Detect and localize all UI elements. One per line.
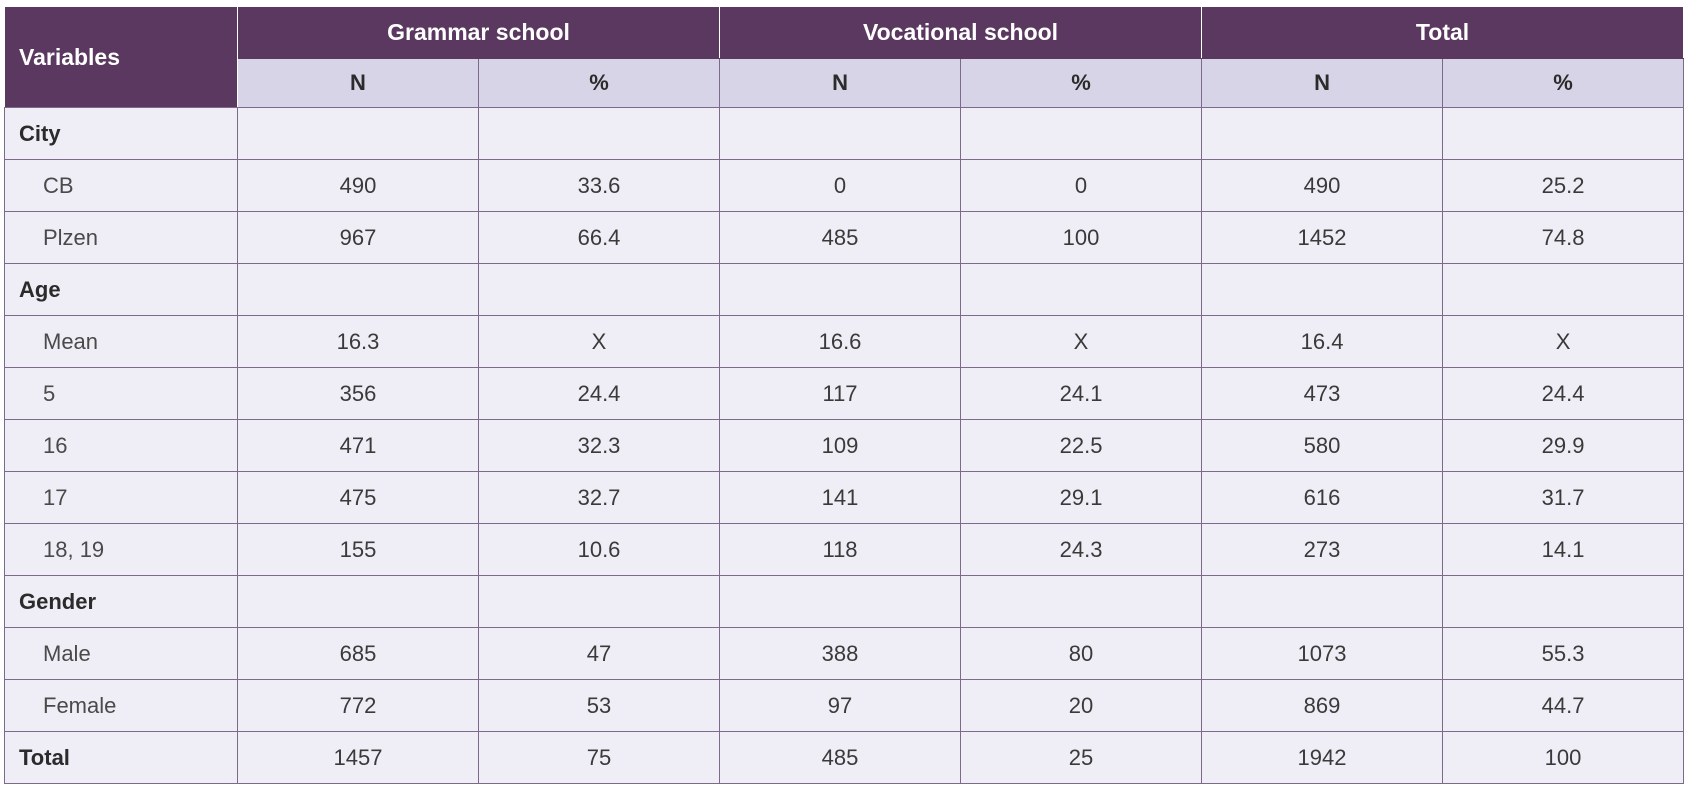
total-n-cell: 1942 <box>1202 732 1443 784</box>
grammar-n-cell: 772 <box>238 680 479 732</box>
row-label: CB <box>5 160 238 212</box>
vocational-pct-header: % <box>961 59 1202 108</box>
variables-header: Variables <box>5 7 238 108</box>
table-row <box>5 108 1684 160</box>
row-label: Plzen <box>5 212 238 264</box>
grammar-n-cell <box>238 264 479 316</box>
vocational-pct-cell: 24.1 <box>961 368 1202 420</box>
grammar-n-cell <box>238 108 479 160</box>
row-label: 17 <box>5 472 238 524</box>
grammar-n-cell: 475 <box>238 472 479 524</box>
vocational-n-cell <box>720 576 961 628</box>
vocational-n-cell: 485 <box>720 212 961 264</box>
grammar-pct-cell: 32.7 <box>479 472 720 524</box>
total-pct-cell: 14.1 <box>1443 524 1684 576</box>
table-body <box>5 108 1684 784</box>
total-pct-cell: 55.3 <box>1443 628 1684 680</box>
row-label: 16 <box>5 420 238 472</box>
table-row <box>5 420 1684 472</box>
total-pct-cell <box>1443 576 1684 628</box>
total-pct-cell: 100 <box>1443 732 1684 784</box>
total-n-cell: 869 <box>1202 680 1443 732</box>
vocational-pct-cell: 29.1 <box>961 472 1202 524</box>
grammar-pct-cell: 10.6 <box>479 524 720 576</box>
total-pct-cell: 44.7 <box>1443 680 1684 732</box>
total-n-cell: 16.4 <box>1202 316 1443 368</box>
total-header: Total <box>1202 7 1684 59</box>
grammar-pct-cell: X <box>479 316 720 368</box>
grammar-pct-cell: 75 <box>479 732 720 784</box>
vocational-pct-cell <box>961 108 1202 160</box>
total-pct-header: % <box>1443 59 1684 108</box>
table-row <box>5 368 1684 420</box>
table-row <box>5 212 1684 264</box>
vocational-pct-cell: 22.5 <box>961 420 1202 472</box>
vocational-pct-cell: 25 <box>961 732 1202 784</box>
vocational-n-cell: 141 <box>720 472 961 524</box>
table-row <box>5 472 1684 524</box>
total-pct-cell <box>1443 264 1684 316</box>
grammar-pct-cell: 53 <box>479 680 720 732</box>
vocational-pct-cell: X <box>961 316 1202 368</box>
total-n-cell <box>1202 108 1443 160</box>
grammar-n-cell: 1457 <box>238 732 479 784</box>
header-row-subcolumns <box>5 59 1684 108</box>
total-pct-cell: 24.4 <box>1443 368 1684 420</box>
total-pct-cell: 74.8 <box>1443 212 1684 264</box>
table-row <box>5 160 1684 212</box>
grammar-n-cell <box>238 576 479 628</box>
grammar-n-cell: 16.3 <box>238 316 479 368</box>
total-n-cell: 473 <box>1202 368 1443 420</box>
total-n-cell: 490 <box>1202 160 1443 212</box>
vocational-pct-cell <box>961 264 1202 316</box>
grammar-pct-cell: 24.4 <box>479 368 720 420</box>
row-label: Female <box>5 680 238 732</box>
row-label: 18, 19 <box>5 524 238 576</box>
grammar-pct-cell: 47 <box>479 628 720 680</box>
grammar-n-cell: 356 <box>238 368 479 420</box>
grammar-pct-cell: 33.6 <box>479 160 720 212</box>
total-pct-cell: 29.9 <box>1443 420 1684 472</box>
vocational-n-cell: 388 <box>720 628 961 680</box>
grammar-n-cell: 471 <box>238 420 479 472</box>
vocational-n-cell: 0 <box>720 160 961 212</box>
vocational-n-cell: 118 <box>720 524 961 576</box>
row-label: Age <box>5 264 238 316</box>
table-row <box>5 264 1684 316</box>
vocational-n-cell: 16.6 <box>720 316 961 368</box>
vocational-pct-cell: 80 <box>961 628 1202 680</box>
vocational-n-cell <box>720 108 961 160</box>
vocational-n-header: N <box>720 59 961 108</box>
header-row-groups <box>5 7 1684 59</box>
table-row <box>5 316 1684 368</box>
vocational-n-cell: 485 <box>720 732 961 784</box>
grammar-pct-cell: 66.4 <box>479 212 720 264</box>
table-row <box>5 732 1684 784</box>
total-n-cell: 273 <box>1202 524 1443 576</box>
total-n-cell <box>1202 264 1443 316</box>
total-n-cell: 1073 <box>1202 628 1443 680</box>
vocational-school-header: Vocational school <box>720 7 1202 59</box>
row-label: Gender <box>5 576 238 628</box>
table-row <box>5 576 1684 628</box>
row-label: Male <box>5 628 238 680</box>
total-pct-cell: X <box>1443 316 1684 368</box>
grammar-pct-header: % <box>479 59 720 108</box>
grammar-n-cell: 490 <box>238 160 479 212</box>
table-row <box>5 524 1684 576</box>
grammar-pct-cell <box>479 264 720 316</box>
grammar-pct-cell: 32.3 <box>479 420 720 472</box>
grammar-pct-cell <box>479 576 720 628</box>
row-label: Total <box>5 732 238 784</box>
vocational-pct-cell <box>961 576 1202 628</box>
total-pct-cell: 25.2 <box>1443 160 1684 212</box>
total-n-cell: 1452 <box>1202 212 1443 264</box>
vocational-n-cell <box>720 264 961 316</box>
vocational-n-cell: 109 <box>720 420 961 472</box>
vocational-pct-cell: 100 <box>961 212 1202 264</box>
grammar-school-header: Grammar school <box>238 7 720 59</box>
row-label: Mean <box>5 316 238 368</box>
row-label: City <box>5 108 238 160</box>
grammar-pct-cell <box>479 108 720 160</box>
total-n-cell <box>1202 576 1443 628</box>
grammar-n-header: N <box>238 59 479 108</box>
row-label: 5 <box>5 368 238 420</box>
table-row <box>5 680 1684 732</box>
grammar-n-cell: 155 <box>238 524 479 576</box>
table-row <box>5 628 1684 680</box>
total-pct-cell <box>1443 108 1684 160</box>
vocational-pct-cell: 24.3 <box>961 524 1202 576</box>
grammar-n-cell: 685 <box>238 628 479 680</box>
table-header <box>5 7 1684 108</box>
total-n-cell: 580 <box>1202 420 1443 472</box>
vocational-pct-cell: 20 <box>961 680 1202 732</box>
vocational-pct-cell: 0 <box>961 160 1202 212</box>
total-n-header: N <box>1202 59 1443 108</box>
total-pct-cell: 31.7 <box>1443 472 1684 524</box>
vocational-n-cell: 97 <box>720 680 961 732</box>
grammar-n-cell: 967 <box>238 212 479 264</box>
total-n-cell: 616 <box>1202 472 1443 524</box>
vocational-n-cell: 117 <box>720 368 961 420</box>
demographics-table <box>4 6 1684 784</box>
